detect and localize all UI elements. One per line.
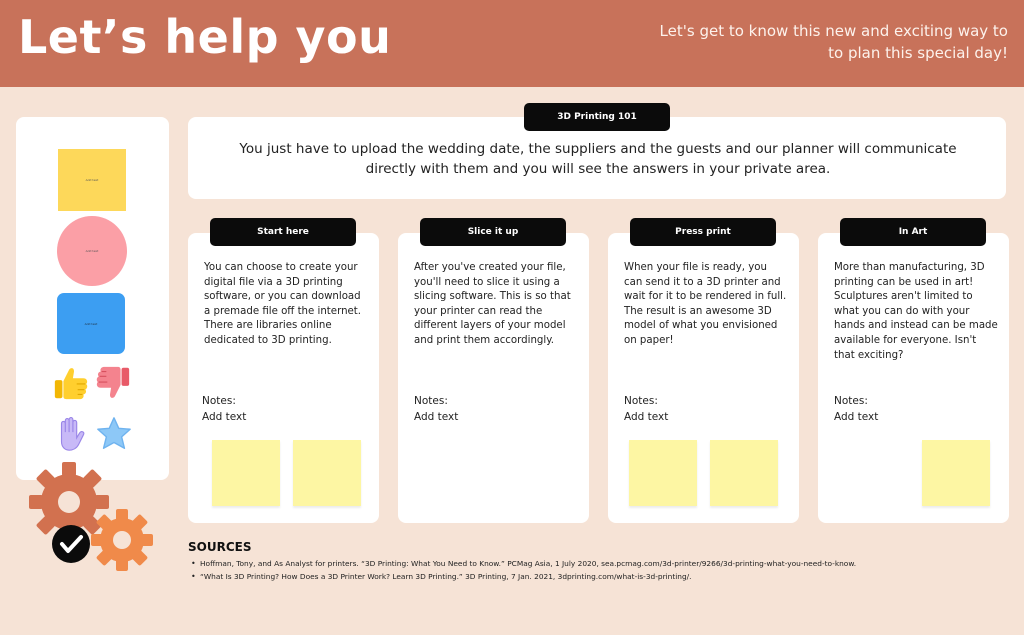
sticky-note[interactable]	[710, 440, 778, 506]
small-gear-icon	[91, 509, 153, 571]
sticky-note[interactable]	[629, 440, 697, 506]
thumbs-down-icon[interactable]	[94, 364, 132, 402]
star-icon[interactable]	[95, 415, 133, 453]
intro-pill: 3D Printing 101	[524, 103, 670, 131]
notes-label: Notes:	[624, 395, 658, 407]
card-pill-press-print: Press print	[630, 218, 776, 246]
sticky-note[interactable]	[293, 440, 361, 506]
card-pill-in-art: In Art	[840, 218, 986, 246]
notes-value[interactable]: Add text	[414, 411, 459, 423]
card-notes	[624, 393, 668, 425]
subtitle-line-2: to plan this special day!	[828, 44, 1008, 62]
step-card-in-art	[818, 233, 1009, 523]
step-card-slice-it-up	[398, 233, 589, 523]
page-title: Let’s help you	[18, 10, 392, 64]
notes-label: Notes:	[414, 395, 448, 407]
step-card-start-here	[188, 233, 379, 523]
sources-list	[188, 557, 1008, 583]
header-banner	[0, 0, 1024, 87]
card-body: After you've created your file, you'll need to slice it using a slicing software. This is so that your printer can read the different layers of your model and print them accordingly.	[414, 262, 571, 346]
subtitle-line-1: Let's get to know this new and exciting way to	[659, 22, 1008, 40]
page-subtitle	[628, 20, 1008, 64]
intro-text: You just have to upload the wedding date, the suppliers and the guests and our planner will communicate directly with them and you will see the answers in your private area.	[239, 141, 957, 177]
gears-illustration	[28, 462, 158, 574]
card-pill-slice-it-up: Slice it up	[420, 218, 566, 246]
raised-hand-icon[interactable]	[52, 415, 90, 453]
source-item: • Hoffman, Tony, and As Analyst for printers. “3D Printing: What You Need to Know.” PCMag Asia, 1 July 2020, sea.pcmag.com/3d-printer/9266/3d-printing-what-you-need-to-know.	[188, 557, 1008, 570]
thumbs-up-icon[interactable]	[52, 364, 90, 402]
card-body: When your file is ready, you can send it to a 3D printer and wait for it to be rendered in full. The result is an awesome 3D model of what you envisioned on paper!	[624, 262, 787, 346]
card-notes	[202, 393, 246, 425]
sticker-sidebar	[16, 117, 169, 480]
card-body: More than manufacturing, 3D printing can be used in art! Sculptures aren't limited to what you can do with your hands and instead can be made available for everyone. Isn't that exciting?	[834, 262, 998, 361]
card-notes	[414, 393, 458, 425]
card-pill-start-here: Start here	[210, 218, 356, 246]
pink-circle-note[interactable]	[57, 216, 127, 286]
step-card-press-print	[608, 233, 799, 523]
pink-note-text[interactable]: Add text	[85, 249, 99, 253]
yellow-note-text[interactable]: Add text	[85, 178, 99, 182]
notes-value[interactable]: Add text	[624, 411, 669, 423]
source-item: • “What Is 3D Printing? How Does a 3D Printer Work? Learn 3D Printing.” 3D Printing, 7 Jan. 2021, 3dprinting.com/what-is-3d-printing/.	[188, 570, 1008, 583]
check-icon	[52, 525, 90, 563]
card-notes	[834, 393, 878, 425]
notes-value[interactable]: Add text	[834, 411, 879, 423]
sources-heading: SOURCES	[188, 540, 252, 554]
blue-note-text[interactable]: Add text	[84, 321, 98, 326]
notes-label: Notes:	[202, 395, 236, 407]
notes-value[interactable]: Add text	[202, 411, 247, 423]
notes-label: Notes:	[834, 395, 868, 407]
sticky-note[interactable]	[212, 440, 280, 506]
yellow-sticky-note[interactable]	[58, 149, 126, 211]
blue-rounded-note[interactable]	[57, 293, 125, 354]
card-body: You can choose to create your digital file via a 3D printing software, or you can download a premade file off the internet. There are libraries online dedicated to 3D printing.	[204, 262, 362, 346]
sources-section	[188, 540, 1008, 583]
sticky-note[interactable]	[922, 440, 990, 506]
